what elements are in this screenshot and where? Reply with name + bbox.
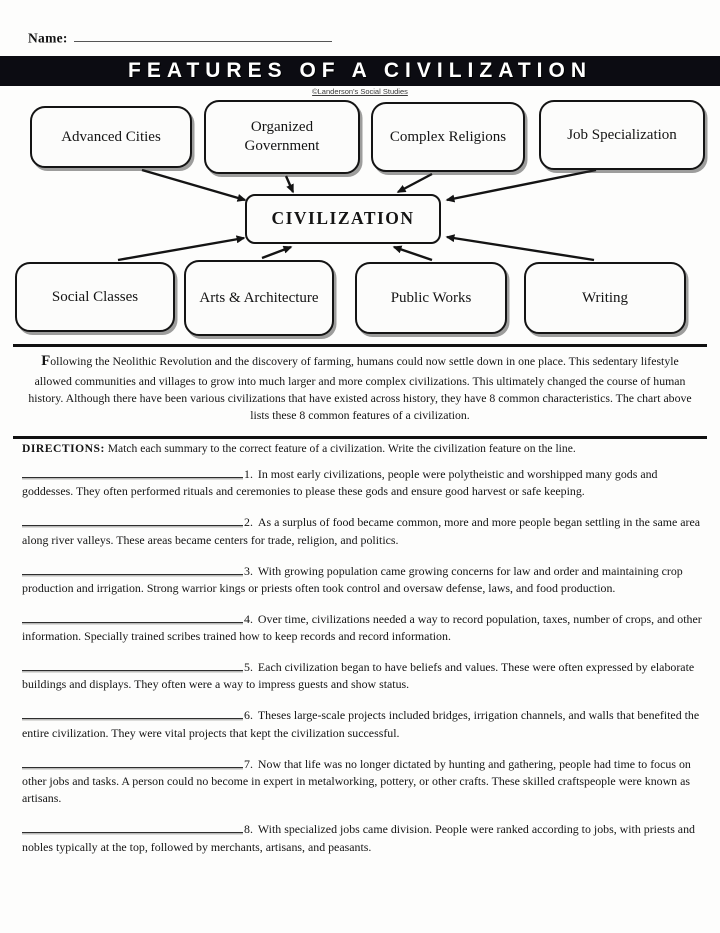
feature-box-public-works: Public Works — [355, 262, 507, 334]
feature-box-job-specialization: Job Specialization — [539, 100, 705, 170]
item-text: Theses large-scale projects included bridges, irrigation channels, and walls that benefited the entire civilization. They were vital projects that kept the civilization successful. — [22, 708, 700, 740]
item-number: 4. — [244, 611, 253, 626]
item-number: 8. — [244, 822, 253, 837]
item-text: As a surplus of food became common, more and more people began settling in the same area along river valleys. These areas became centers for trade, religion, and politics. — [22, 515, 701, 547]
title-banner — [0, 56, 720, 86]
answer-blank-2[interactable] — [22, 516, 243, 527]
answer-blank-4[interactable] — [22, 612, 243, 623]
answer-blank-8[interactable] — [22, 822, 243, 833]
question-item-5 — [22, 659, 702, 694]
civilization-center-box: CIVILIZATION — [245, 194, 441, 244]
directions-row — [22, 442, 702, 455]
item-number: 3. — [244, 563, 253, 578]
item-number: 2. — [244, 515, 253, 530]
directions-text: Match each summary to the correct feature of a civilization. Write the civilization feature on the line. — [107, 442, 576, 455]
name-blank-line[interactable] — [74, 30, 332, 42]
question-item-8 — [22, 821, 702, 856]
divider-directions — [13, 436, 707, 439]
feature-box-advanced-cities: Advanced Cities — [30, 106, 192, 168]
name-row — [28, 30, 332, 46]
civilization-diagram — [0, 96, 720, 344]
item-number: 1. — [244, 467, 253, 481]
item-text: Each civilization began to have beliefs and values. These were often expressed by elaborate buildings and displays. They often were a way to impress guests and show status. — [22, 660, 695, 692]
feature-box-social-classes: Social Classes — [15, 262, 175, 332]
item-text: With growing population came growing concerns for law and order and maintaining crop production and irrigation. Strong warrior kings or priests often took control and oversaw defense, laws, and food production. — [22, 563, 683, 595]
feature-box-writing: Writing — [524, 262, 686, 334]
answer-blank-6[interactable] — [22, 709, 243, 720]
feature-box-organized-government: Organized Government — [204, 100, 360, 174]
item-text: In most early civilizations, people were polytheistic and worshipped many gods and goddesses. They often performed rituals and ceremonies to please these gods and ensure good harvest or safe keeping. — [22, 467, 658, 499]
divider-top — [13, 344, 707, 347]
intro-paragraph: Following the Neolithic Revolution and the discovery of farming, humans could now settle down in one place. This sedentary lifestyle allowed communities and villages to grow into much larger and more complex civilizations. This ultimately changed the course of human history. Although there have been various civilizations that have existed across history, they have 8 common characteristics. The chart above lists these 8 common features of a civilization. — [28, 353, 692, 423]
answer-blank-3[interactable] — [22, 564, 243, 575]
item-text: Over time, civilizations needed a way to record population, taxes, number of crops, and other information. Specially trained scribes trained how to keep records and record information. — [22, 611, 702, 644]
answer-blank-5[interactable] — [22, 660, 243, 671]
answer-blank-7[interactable] — [22, 757, 243, 768]
item-number: 5. — [244, 660, 253, 674]
answer-blank-1[interactable] — [22, 467, 243, 478]
item-number: 7. — [244, 756, 253, 771]
feature-box-complex-religions: Complex Religions — [371, 102, 525, 172]
question-item-3 — [22, 563, 702, 598]
credit-text: ©Landerson's Social Studies — [312, 87, 408, 96]
question-item-6 — [22, 707, 702, 742]
directions-label: DIRECTIONS: — [22, 442, 105, 455]
question-item-7 — [22, 756, 702, 808]
question-item-2 — [22, 514, 702, 549]
item-text: With specialized jobs came division. People were ranked according to jobs, with priests and nobles typically at the top, followed by merchants, artisans, and peasants. — [22, 822, 695, 854]
page-title: FEATURES OF A CIVILIZATION — [128, 59, 592, 82]
question-item-4 — [22, 611, 702, 646]
feature-box-arts-architecture: Arts & Architecture — [184, 260, 334, 336]
question-item-1 — [22, 466, 702, 501]
item-text: Now that life was no longer dictated by hunting and gathering, people had time to focus on other jobs and tasks. A person could no become in expert in metalworking, pottery, or other crafts. These skilled craftspeople were known as artisans. — [22, 756, 691, 806]
item-number: 6. — [244, 708, 253, 723]
name-label: Name: — [28, 30, 68, 46]
question-list — [22, 466, 702, 869]
